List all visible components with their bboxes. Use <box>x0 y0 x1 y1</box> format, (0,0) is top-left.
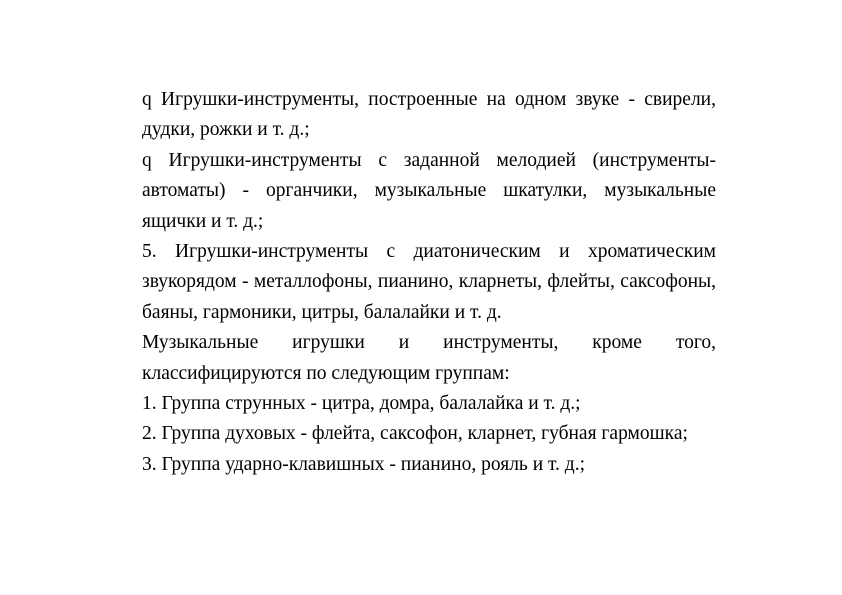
paragraph-melody-toys: q Игрушки-инструменты с заданной мелодией (инструменты-автоматы) - органчики, музыкальные шкатулки, музыкальные ящички и т. д.; <box>142 149 716 232</box>
paragraph-single-sound-toys: q Игрушки-инструменты, построенные на одном звуке - свирели, дудки, рожки и т. д.; <box>142 89 716 141</box>
paragraph-diatonic-chromatic-toys: 5. Игрушки-инструменты с диатоническим и хроматическим звукорядом - металлофоны, пианино, кларнеты, флейты, саксофоны, баяны, гармоники, цитры, балалайки и т. д. <box>142 241 716 323</box>
paragraph-classification-intro: Музыкальные игрушки и инструменты, кроме того, классифицируются по следующим группам: <box>142 332 716 384</box>
document-text <box>142 85 716 480</box>
paragraph-string-group: 1. Группа струнных - цитра, домра, балалайка и т. д.; <box>142 393 581 415</box>
paragraph-percussion-keyboard-group: 3. Группа ударно-клавишных - пианино, рояль и т. д.; <box>142 453 586 475</box>
paragraph-wind-group: 2. Группа духовых - флейта, саксофон, кларнет, губная гармошка; <box>142 423 688 445</box>
